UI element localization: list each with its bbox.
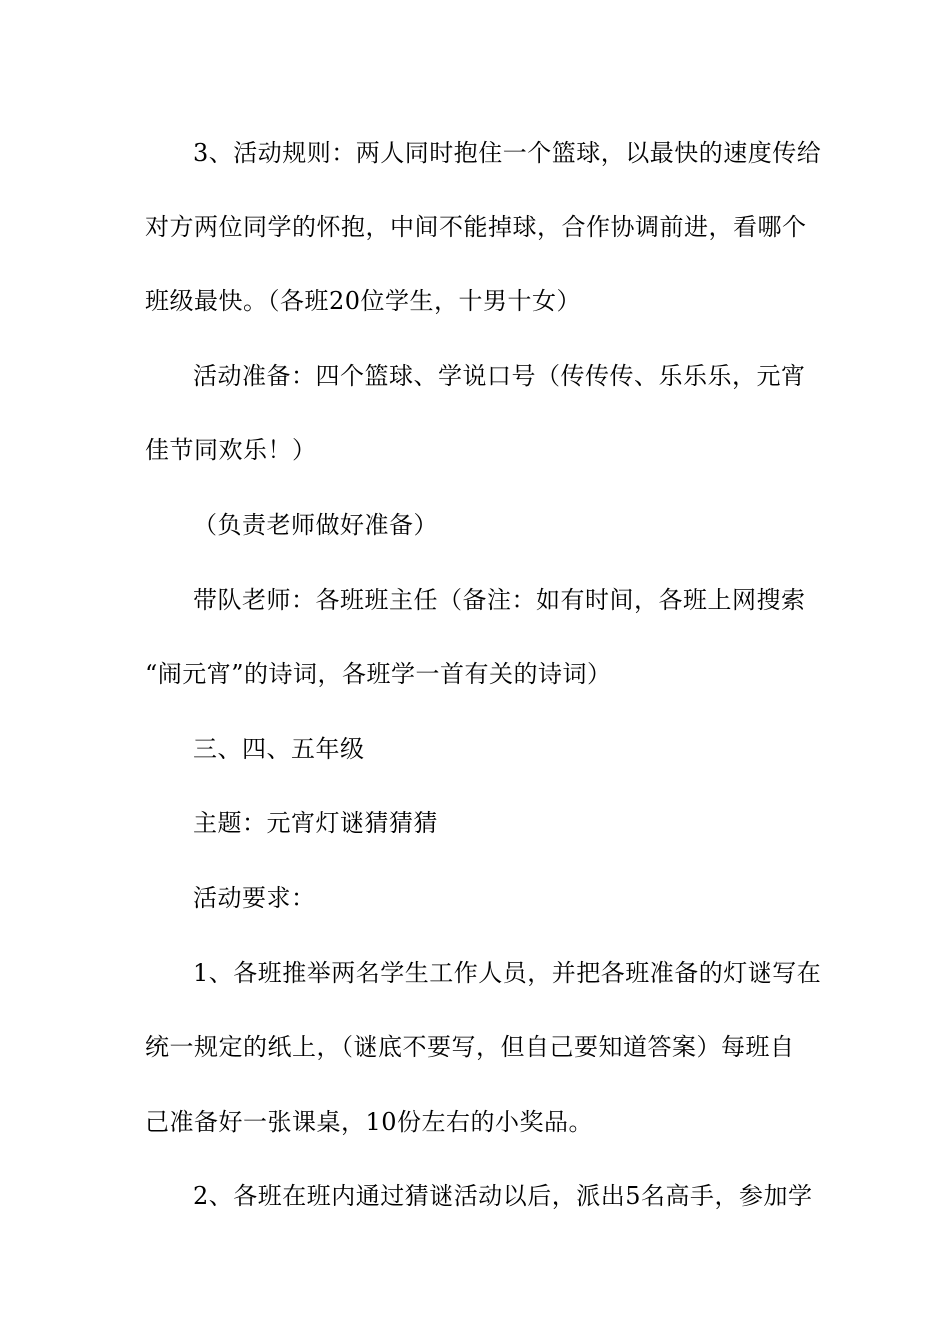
text-line: 佳节同欢乐！） — [145, 436, 317, 464]
text-line: 活动要求： — [193, 884, 316, 912]
text-line: 带队老师：各班班主任（备注：如有时间，各班上网搜索 — [193, 586, 806, 614]
text-line: “闹元宵”的诗词，各班学一首有关的诗词） — [145, 660, 612, 688]
text-line: 班级最快。（各班20位学生，十男十女） — [145, 287, 582, 315]
text-line: 己准备好一张课桌，10份左右的小奖品。 — [145, 1108, 594, 1136]
text-line: 对方两位同学的怀抱，中间不能掉球，合作协调前进，看哪个 — [145, 213, 807, 241]
text-line: 活动准备：四个篮球、学说口号（传传传、乐乐乐，元宵 — [193, 362, 806, 390]
text-line: 1、各班推举两名学生工作人员，并把各班准备的灯谜写在 — [193, 959, 822, 987]
text-line: 三、四、五年级 — [193, 735, 365, 763]
text-line: 3、活动规则：两人同时抱住一个篮球，以最快的速度传给 — [193, 139, 822, 167]
text-line: 2、各班在班内通过猜谜活动以后，派出5名高手，参加学 — [193, 1182, 813, 1210]
text-line: 主题：元宵灯谜猜猜猜 — [193, 809, 438, 837]
text-line: （负责老师做好准备） — [193, 511, 438, 539]
text-line: 统一规定的纸上，（谜底不要写，但自己要知道答案）每班自 — [145, 1033, 795, 1061]
